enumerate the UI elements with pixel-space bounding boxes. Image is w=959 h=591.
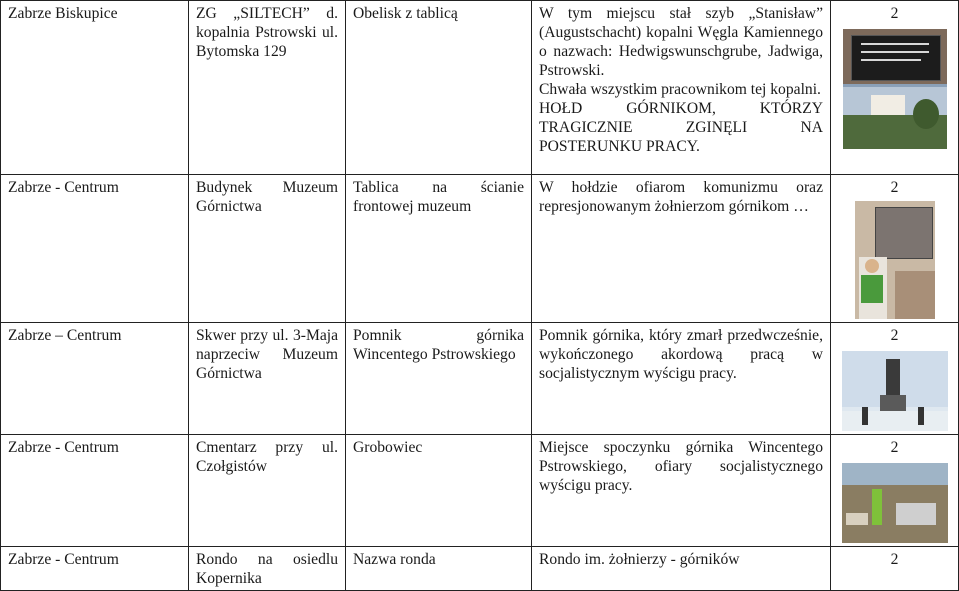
- description-cell: [532, 435, 831, 547]
- count-photo-cell: [831, 435, 959, 547]
- type-cell: Nazwa ronda: [346, 547, 532, 591]
- table-row: [1, 1, 959, 175]
- object-cell: Cmentarz przy ul. Czołgistów: [189, 435, 346, 547]
- object-cell: Skwer przy ul. 3-Maja naprzeciw Muzeum Górnictwa: [189, 323, 346, 435]
- object-cell: Rondo na osiedlu Kopernika: [189, 547, 346, 591]
- table-row: [1, 175, 959, 323]
- count-photo-cell: [831, 1, 959, 175]
- description-line: Chwała wszystkim pracownikom tej kopalni.: [539, 81, 821, 98]
- table-row: [1, 547, 959, 591]
- memorial-plaque-photo: [843, 29, 947, 149]
- cemetery-photo: [842, 463, 948, 543]
- description-line: W tym miejscu stał szyb „Stanisław” (Augustschacht) kopalni Węgla Kamiennego o nazwach: Hedwigswunschgrube, Jadwiga, Pstrowski.: [539, 5, 823, 79]
- type-cell: Grobowiec: [346, 435, 532, 547]
- count-value: 2: [890, 551, 899, 568]
- type-cell: Pomnik górnika Wincentego Pstrowskiego: [346, 323, 532, 435]
- count-value: 2: [890, 439, 899, 456]
- type-cell: Tablica na ścianie frontowej muzeum: [346, 175, 532, 323]
- description-cell: [532, 1, 831, 175]
- count-value: 2: [890, 327, 899, 344]
- description-cell: [532, 323, 831, 435]
- description-line: Pomnik górnika, który zmarł przedwcześnie, wykończonego akordową pracą w socjalistycznym wyścigu pracy.: [539, 327, 823, 382]
- type-cell: Obelisk z tablicą: [346, 1, 532, 175]
- object-cell: ZG „SILTECH” d. kopalnia Pstrowski ul. Bytomska 129: [189, 1, 346, 175]
- description-cell: [532, 547, 831, 591]
- description-cell: [532, 175, 831, 323]
- object-cell: Budynek Muzeum Górnictwa: [189, 175, 346, 323]
- count-photo-cell: [831, 175, 959, 323]
- count-value: 2: [890, 179, 899, 196]
- count-photo-cell: [831, 323, 959, 435]
- wall-plaque-photo: [855, 201, 935, 319]
- location-cell: Zabrze - Centrum: [1, 175, 189, 323]
- description-line: HOŁD GÓRNIKOM, KTÓRZY TRAGICZNIE ZGINĘLI NA POSTERUNKU PRACY.: [539, 100, 823, 155]
- table-row: [1, 323, 959, 435]
- location-cell: Zabrze Biskupice: [1, 1, 189, 175]
- location-cell: Zabrze – Centrum: [1, 323, 189, 435]
- description-line: Miejsce spoczynku górnika Wincentego Pstrowskiego, ofiary socjalistycznego wyścigu pracy.: [539, 439, 823, 494]
- count-photo-cell: [831, 547, 959, 591]
- location-cell: Zabrze - Centrum: [1, 547, 189, 591]
- description-line: Rondo im. żołnierzy - górników: [539, 551, 740, 568]
- count-value: 2: [890, 5, 899, 22]
- location-cell: Zabrze - Centrum: [1, 435, 189, 547]
- table-row: [1, 435, 959, 547]
- description-line: W hołdzie ofiarom komunizmu oraz represjonowanym żołnierzom górnikom …: [539, 179, 823, 215]
- statue-photo: [842, 351, 948, 431]
